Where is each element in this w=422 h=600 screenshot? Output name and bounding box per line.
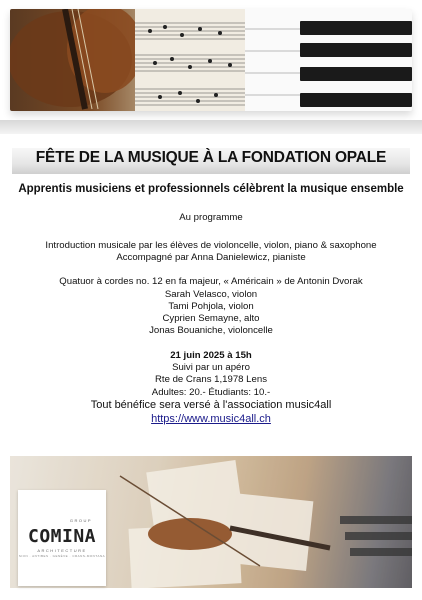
violin-and-piano-illustration	[10, 9, 412, 111]
event-followup: Suivi par un apéro	[172, 362, 250, 373]
logo-group-text: GROUP	[69, 518, 92, 523]
ticket-prices: Adultes: 20.- Étudiants: 10.-	[151, 387, 271, 398]
logo-tagline: SION · ANTIBES · GENÈVE · CRANS-MONTANA	[18, 554, 106, 558]
musician-line: Jonas Bouaniche, violoncelle	[149, 325, 273, 336]
quartet-title: Quatuor à cordes no. 12 en fa majeur, « Américain » de Antonin Dvorak	[59, 276, 363, 287]
poster-subtitle: Apprentis musiciens et professionnels célèbrent la musique ensemble	[18, 183, 404, 195]
logo-name: COMINA	[27, 526, 97, 547]
musician-line: Tami Pohjola, violon	[168, 301, 254, 312]
musician-line: Sarah Velasco, violon	[164, 289, 258, 300]
banner-shadow	[0, 120, 422, 134]
program-heading: Au programme	[179, 212, 243, 223]
charity-note: Tout bénéfice sera versé à l'association music4all	[90, 399, 332, 411]
top-banner-image	[10, 9, 412, 111]
event-date: 21 juin 2025 à 15h	[170, 350, 252, 361]
event-address: Rte de Crans 1,1978 Lens	[154, 374, 267, 385]
poster-title: FÊTE DE LA MUSIQUE À LA FONDATION OPALE	[35, 149, 387, 166]
accompanist-line: Accompagné par Anna Danielewicz, pianiste	[116, 252, 306, 263]
website-link[interactable]: https://www.music4all.ch	[151, 413, 271, 425]
intro-line: Introduction musicale par les élèves de violoncelle, violon, piano & saxophone	[45, 240, 377, 251]
musician-line: Cyprien Semayne, alto	[162, 313, 260, 324]
sponsor-logo	[18, 490, 106, 586]
logo-subtitle: ARCHITECTURE	[37, 548, 87, 553]
